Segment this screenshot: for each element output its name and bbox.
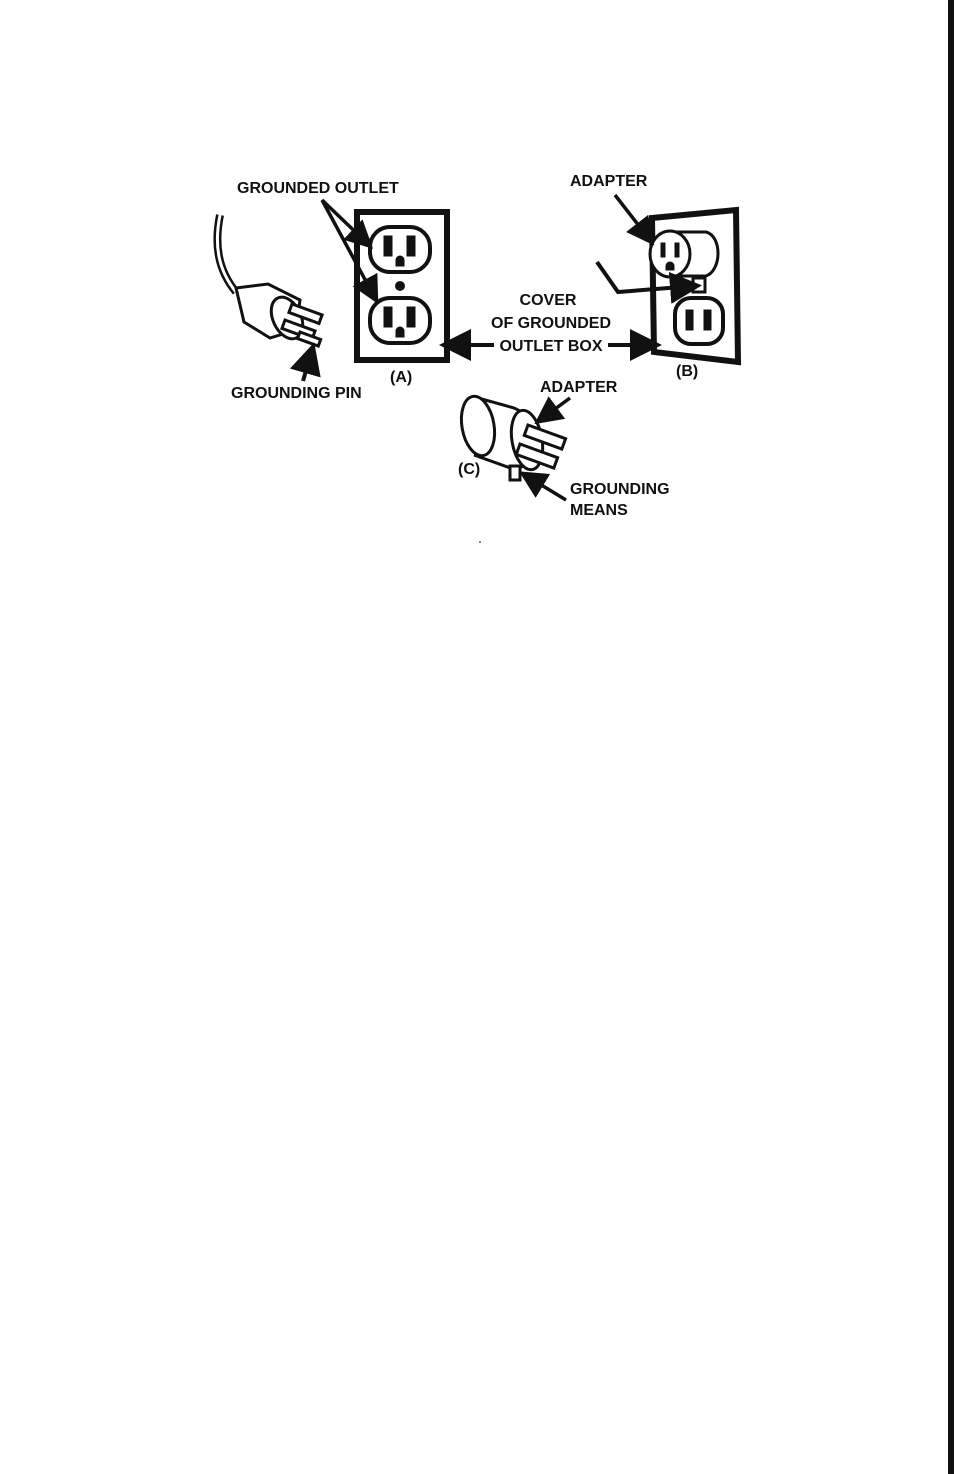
grounding-means-label-line1: GROUNDING bbox=[570, 481, 670, 498]
panel-a-label: (A) bbox=[390, 369, 413, 386]
adapter-b-label: ADAPTER bbox=[570, 173, 648, 190]
cover-label-line3: OUTLET BOX bbox=[499, 338, 603, 355]
adapter-b-arrow bbox=[615, 195, 650, 240]
grounding-pin-label: GROUNDING PIN bbox=[231, 385, 362, 402]
cover-label-line1: COVER bbox=[519, 292, 577, 309]
grounding-means-label-line2: MEANS bbox=[570, 502, 628, 519]
adapter-c-arrow bbox=[540, 398, 570, 420]
cover-label-line2: OF GROUNDED bbox=[491, 315, 611, 332]
grounded-outlet-label: GROUNDED OUTLET bbox=[237, 180, 399, 197]
grounding-pin-arrow bbox=[303, 350, 312, 381]
grounded-outlet-box bbox=[357, 212, 447, 360]
grounding-means-arrow bbox=[525, 475, 566, 500]
stray-dot bbox=[479, 541, 481, 543]
three-prong-plug bbox=[217, 215, 322, 346]
panel-c-label: (C) bbox=[458, 461, 481, 478]
panel-b-label: (B) bbox=[676, 363, 699, 380]
adapter-c-label: ADAPTER bbox=[540, 379, 618, 396]
